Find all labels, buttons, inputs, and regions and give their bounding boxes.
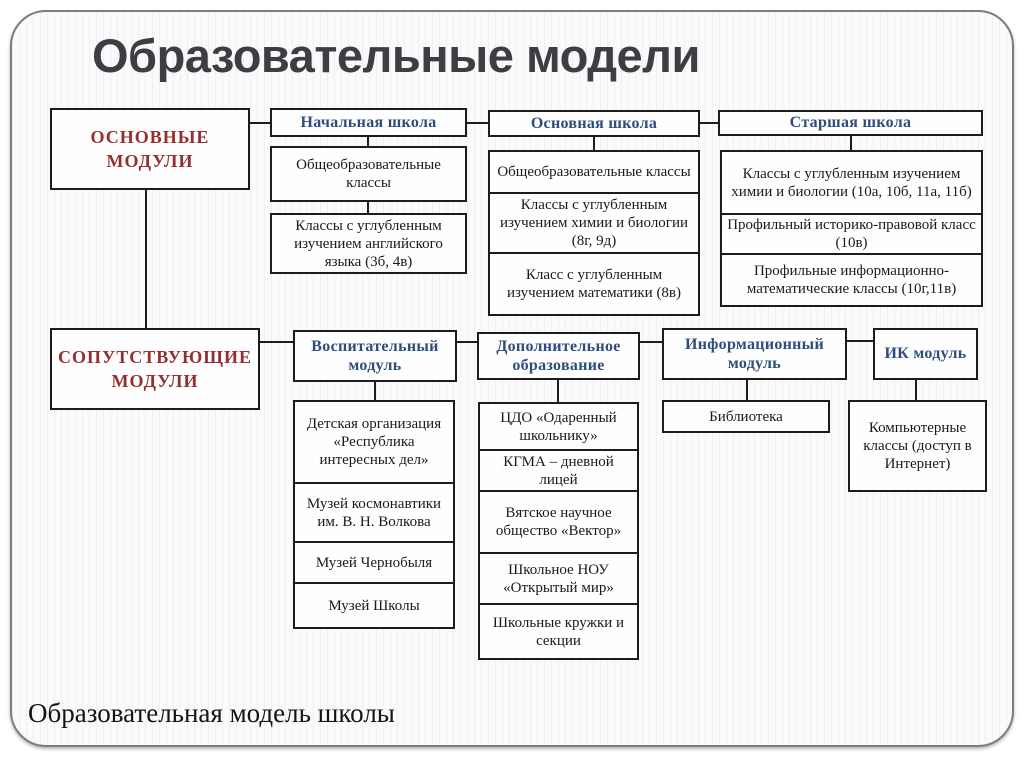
header-middle-school: Основная школа bbox=[488, 110, 700, 137]
box-related-modules: СОПУТСТВУЮЩИЕ МОДУЛИ bbox=[50, 328, 260, 410]
box-main-modules: ОСНОВНЫЕ МОДУЛИ bbox=[50, 108, 250, 190]
item-library: Библиотека bbox=[662, 400, 830, 433]
slide-title: Образовательные модели bbox=[92, 29, 700, 82]
connector-line bbox=[250, 122, 270, 124]
connector-line bbox=[260, 341, 293, 343]
connector-line bbox=[367, 202, 369, 213]
connector-line bbox=[593, 137, 595, 150]
connector-line bbox=[367, 137, 369, 146]
connector-line bbox=[467, 122, 488, 124]
connector-line bbox=[700, 122, 718, 124]
item-middle-math-class: Класс с углубленным изучением математики (8в) bbox=[488, 252, 700, 316]
item-school-nou-open-world: Школьное НОУ «Открытый мир» bbox=[478, 552, 639, 605]
header-upbringing-module: Воспитательный модуль bbox=[293, 330, 457, 382]
slide-caption: Образовательная модель школы bbox=[28, 698, 395, 728]
connector-line bbox=[145, 190, 147, 328]
item-kgma-lyceum: КГМА – дневной лицей bbox=[478, 449, 639, 492]
connector-line bbox=[457, 341, 477, 343]
header-additional-education: Дополнительное образование bbox=[477, 332, 640, 380]
item-school-clubs-sections: Школьные кружки и секции bbox=[478, 603, 639, 660]
item-middle-general-classes: Общеобразовательные классы bbox=[488, 150, 700, 194]
connector-line bbox=[374, 382, 376, 400]
item-cdo-gifted: ЦДО «Одаренный школьнику» bbox=[478, 402, 639, 451]
item-middle-chem-bio-classes: Классы с углубленным изучением химии и биологии (8г, 9д) bbox=[488, 192, 700, 254]
header-senior-school: Старшая школа bbox=[718, 110, 983, 136]
header-primary-school: Начальная школа bbox=[270, 108, 467, 137]
item-cosmonautics-museum: Музей космонавтики им. В. Н. Волкова bbox=[293, 482, 455, 543]
item-computer-classes: Компьютерные классы (доступ в Интернет) bbox=[848, 400, 987, 492]
item-senior-chem-bio-classes: Классы с углубленным изучением химии и биологии (10а, 10б, 11а, 11б) bbox=[720, 150, 983, 215]
item-vyatka-society-vector: Вятское научное общество «Вектор» bbox=[478, 490, 639, 554]
item-school-museum: Музей Школы bbox=[293, 582, 455, 629]
connector-line bbox=[850, 136, 852, 150]
connector-line bbox=[746, 380, 748, 400]
item-primary-english-classes: Классы с углубленным изучением английского языка (3б, 4в) bbox=[270, 213, 467, 274]
header-information-module: Информационный модуль bbox=[662, 328, 847, 380]
connector-line bbox=[847, 340, 873, 342]
item-chernobyl-museum: Музей Чернобыля bbox=[293, 541, 455, 584]
item-children-organization: Детская организация «Республика интересных дел» bbox=[293, 400, 455, 484]
header-ik-module: ИК модуль bbox=[873, 328, 978, 380]
item-senior-info-math-classes: Профильные информационно-математические классы (10г,11в) bbox=[720, 253, 983, 307]
connector-line bbox=[915, 380, 917, 400]
item-senior-history-law-class: Профильный историко-правовой класс (10в) bbox=[720, 213, 983, 255]
connector-line bbox=[639, 341, 662, 343]
item-primary-general-classes: Общеобразовательные классы bbox=[270, 146, 467, 202]
connector-line bbox=[557, 380, 559, 402]
